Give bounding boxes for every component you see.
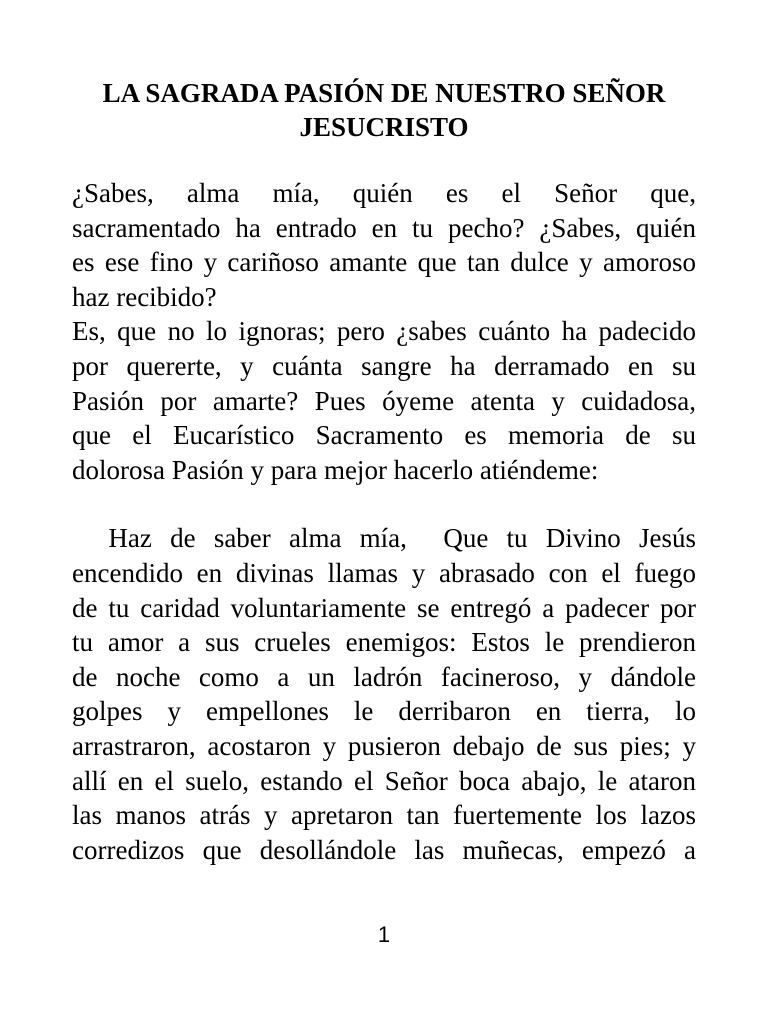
text-line: corredizos que desollándole las muñecas, empezó a bbox=[72, 834, 696, 865]
text-line: que el Eucarístico Sacramento es memoria de su bbox=[72, 420, 696, 451]
text-line: golpes y empellones le derribaron en tierra, lo bbox=[72, 696, 696, 727]
document-page bbox=[72, 76, 696, 867]
text-line: Haz de saber alma mía, Que tu Divino Jesús bbox=[72, 523, 696, 554]
text-line: por quererte, y cuánta sangre ha derramado en su bbox=[72, 350, 696, 381]
text-line: de noche como a un ladrón facineroso, y dándole bbox=[72, 661, 696, 692]
paragraph-gap bbox=[72, 487, 696, 521]
text-line: allí en el suelo, estando el Señor boca abajo, le ataron bbox=[72, 765, 696, 796]
text-line: Es, que no lo ignoras; pero ¿sabes cuánto ha padecido bbox=[72, 316, 696, 347]
text-line: dolorosa Pasión y para mejor hacerlo atiéndeme: bbox=[72, 454, 599, 485]
text-line: Pasión por amarte? Pues óyeme atenta y cuidadosa, bbox=[72, 385, 696, 416]
paragraph-3 bbox=[72, 521, 696, 867]
text-line: de tu caridad voluntariamente se entregó a padecer por bbox=[72, 592, 696, 623]
text-line: haz recibido? bbox=[72, 281, 217, 312]
text-line: tu amor a sus crueles enemigos: Estos le prendieron bbox=[72, 627, 696, 658]
paragraph-1 bbox=[72, 176, 696, 314]
title-line: LA SAGRADA PASIÓN DE NUESTRO SEÑOR bbox=[102, 78, 666, 108]
paragraph-2 bbox=[72, 314, 696, 487]
text-line: sacramentado ha entrado en tu pecho? ¿Sabes, quién bbox=[72, 212, 696, 243]
page-number: 1 bbox=[377, 922, 391, 947]
title-line: JESUCRISTO bbox=[299, 112, 469, 142]
text-line: ¿Sabes, alma mía, quién es el Señor que, bbox=[72, 178, 696, 208]
text-line: arrastraron, acostaron y pusieron debajo de sus pies; y bbox=[72, 730, 696, 761]
text-line: las manos atrás y apretaron tan fuertemente los lazos bbox=[72, 800, 696, 831]
document-title bbox=[72, 76, 696, 144]
text-line: es ese fino y cariñoso amante que tan dulce y amoroso bbox=[72, 247, 696, 278]
text-line: encendido en divinas llamas y abrasado con el fuego bbox=[72, 557, 696, 588]
